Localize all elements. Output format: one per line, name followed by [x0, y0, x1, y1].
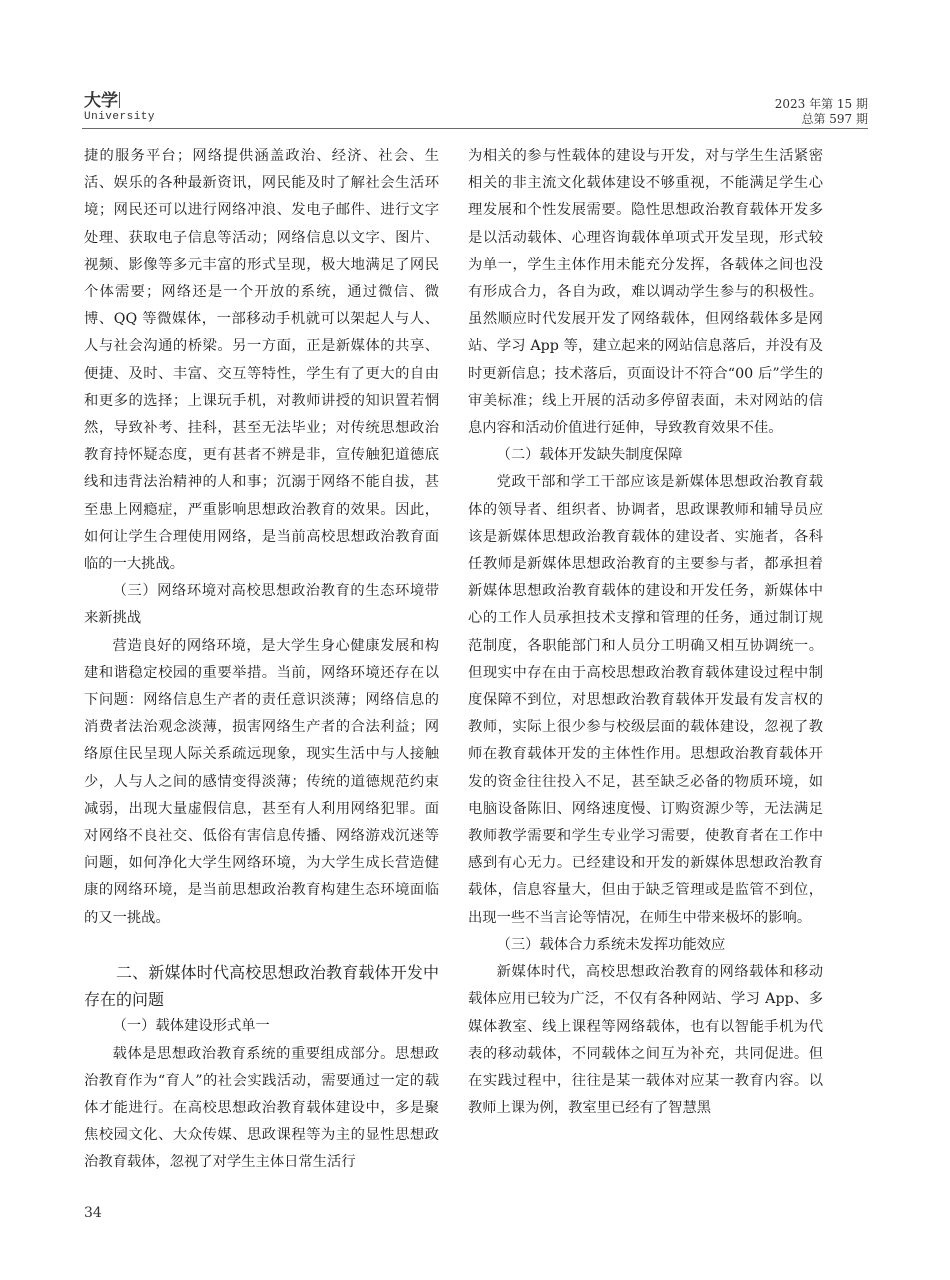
paragraph: 捷的服务平台；网络提供涵盖政治、经济、社会、生活、娱乐的各种最新资讯，网民能及时了解社会生活环境；网民还可以进行网络冲浪、发电子邮件、进行文字处理、获取电子信息等活动；网络信息以文字、图片、视频、影像等多元丰富的形式呈现，极大地满足了网民个体需要；网络还是一个开放的系统，通过微信、微博、QQ 等微媒体，一部移动手机就可以架起人与人、人与社会沟通的桥梁。另一方面，正是新媒体的共享、便捷、及时、丰富、交互等特性，学生有了更大的自由和更多的选择；上课玩手机，对教师讲授的知识置若惘然，导致补考、挂科，甚至无法毕业；对传统思想政治教育持怀疑态度，更有甚者不辨是非，宣传触犯道德底线和违背法治精神的人和事；沉溺于网络不能自拔，甚至患上网瘾症，严重影响思想政治教育的效果。因此，如何让学生合理使用网络，是当前高校思想政治教育面临的一大挑战。 — [84, 148, 439, 573]
right-column — [468, 143, 823, 1122]
logo-bar — [119, 92, 120, 108]
journal-title-en: University — [84, 111, 156, 123]
header-rule — [82, 128, 868, 129]
journal-logo — [84, 92, 155, 123]
paragraph: 营造良好的网络环境，是大学生身心健康发展和构建和谐稳定校园的重要举措。当前，网络环境还存在以下问题：网络信息生产者的责任意识淡薄；网络信息的消费者法治观念淡薄，损害网络生产者的合法利益；网络原住民呈现人际关系疏远现象，现实生活中与人接触少，人与人之间的感情变得淡薄；传统的道德规范约束减弱，出现大量虚假信息，甚至有人利用网络犯罪。面对网络不良社交、低俗有害信息传播、网络游戏沉迷等问题，如何净化大学生网络环境，为大学生成长营造健康的网络环境，是当前思想政治教育构建生态环境面临的又一挑战。 — [84, 637, 439, 926]
paragraph: 党政干部和学工干部应该是新媒体思想政治教育载体的领导者、组织者、协调者，思政课教师和辅导员应该是新媒体思想政治教育载体的建设者、实施者，各科任教师是新媒体思想政治教育的主要参与者，都承担着新媒体思想政治教育载体的建设和开发任务，新媒体中心的工作人员承担技术支撑和管理的任务，通过制订规范制度，各职能部门和人员分工明确又相互协调统一。但现实中存在由于高校思想政治教育载体建设过程中制度保障不到位，对思想政治教育载体开发最有发言权的教师，实际上很少参与校级层面的载体建设，忽视了教师在教育载体开发的主体性作用。思想政治教育载体开发的资金往往投入不足，甚至缺乏必备的物质环境，如电脑设备陈旧、网络速度慢、订购资源少等，无法满足教师教学需要和学生专业学习需要，使教育者在工作中感到有心无力。已经建设和开发的新媒体思想政治教育载体，信息容量大，但由于缺乏管理或是监管不到位，出现一些不当言论等情况，在师生中带来极坏的影响。 — [468, 474, 823, 926]
section-heading: 二、新媒体时代高校思想政治教育载体开发中存在的问题 — [84, 962, 439, 1010]
section-gap — [84, 932, 439, 959]
page-number: 34 — [84, 1205, 102, 1221]
total-issue-line: 总第 597 期 — [801, 112, 868, 126]
left-column — [84, 143, 439, 1177]
paragraph: 为相关的参与性载体的建设与开发，对与学生生活紧密相关的非主流文化载体建设不够重视，不能满足学生心理发展和个性发展需要。隐性思想政治教育载体开发多是以活动载体、心理咨询载体单项式开发呈现，形式较为单一，学生主体作用未能充分发挥，各载体之间也没有形成合力，各自为政，难以调动学生参与的积极性。虽然顺应时代发展开发了网络载体，但网络载体多是网站、学习 App 等，建立起来的网站信息落后，并没有及时更新信息；技术落后，页面设计不符合“00 后”学生的审美标准；线上开展的活动多停留表面，未对网站的信息内容和活动价值进行延伸，导致教育效果不佳。 — [468, 148, 823, 437]
issue-info — [775, 97, 868, 127]
issue-line: 2023 年第 15 期 — [774, 97, 868, 111]
paragraph: 新媒体时代，高校思想政治教育的网络载体和移动载体应用已较为广泛，不仅有各种网站、学习 App、多媒体教室、线上课程等网络载体，也有以智能手机为代表的移动载体，不同载体之间互为补充，共同促进。但在实践过程中，往往是某一载体对应某一教育内容。以教师上课为例，教室里已经有了智慧黑 — [468, 964, 823, 1117]
subsection-heading: （三）载体合力系统未发挥功能效应 — [496, 936, 726, 953]
subsection-heading: （三）网络环境对高校思想政治教育的生态环境带来新挑战 — [84, 583, 439, 627]
paragraph: 载体是思想政治教育系统的重要组成部分。思想政治教育作为“育人”的社会实践活动，需要通过一定的载体才能进行。在高校思想政治教育载体建设中，多是聚焦校园文化、大众传媒、思政课程等为主的显性思想政治教育载体，忽视了对学生主体日常生活行 — [84, 1045, 439, 1171]
journal-title-cn: 大学 — [84, 91, 118, 111]
subsection-heading: （一）载体建设形式单一 — [112, 1018, 270, 1035]
subsection-heading: （二）载体开发缺失制度保障 — [496, 447, 683, 464]
